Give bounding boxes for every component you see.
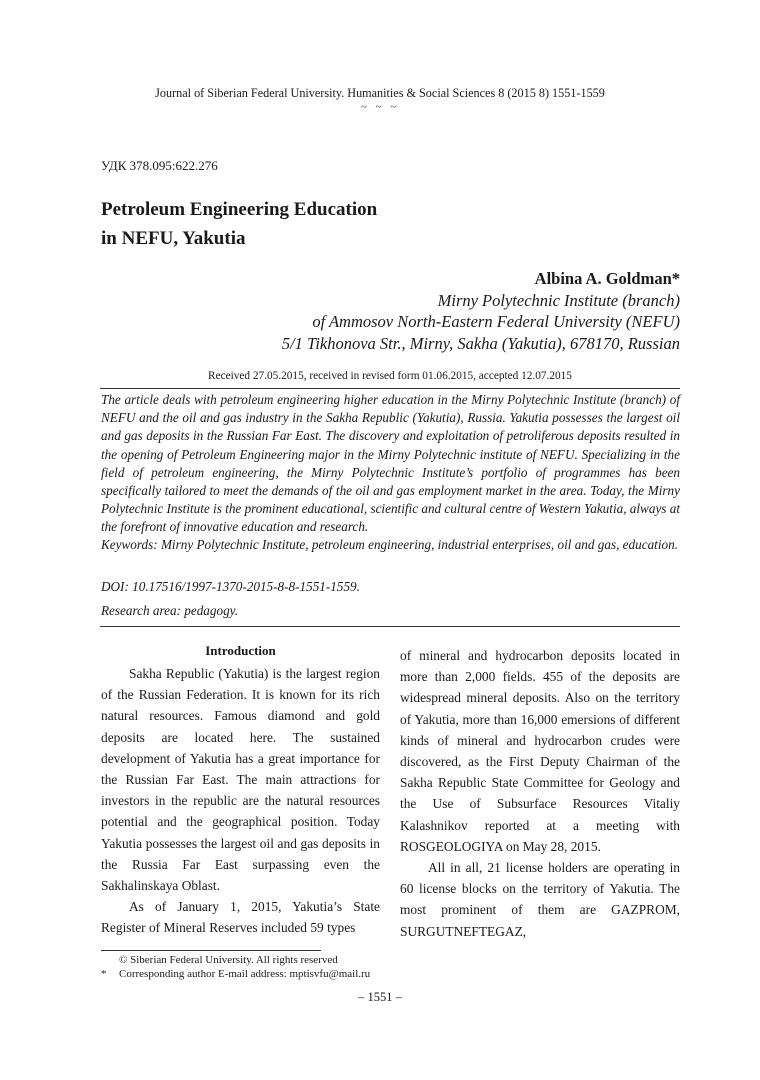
abstract: The article deals with petroleum engineering higher education in the Mirny Polytechnic Institute (branch) of NEFU and the oil and gas industry in the Sakha Republic (Yakutia), Russia. Yakutia possesses the largest oil and gas deposits in the Russian Far East. The discovery and exploitation of petroliferous deposits resulted in the opening of Petroleum Engineering major in the Mirny Polytechnic institute of NEFU. Specializing in the field of petroleum engineering, the Mirny Polytechnic Institute’s portfolio of programmes has been specifically tailored to meet the demands of the oil and gas employment market in the area. Today, the Mirny Polytechnic Institute is the prominent educational, scientific and cultural centre of Western Yakutia, always at the forefront of innovative education and research. <box>101 392 680 535</box>
footnote-corresponding <box>101 967 370 981</box>
title-line-1: Petroleum Engineering Education <box>101 199 378 220</box>
abstract-bottom-rule <box>100 626 680 627</box>
journal-header: Journal of Siberian Federal University. Humanities & Social Sciences 8 (2015 8) 1551-1559 <box>155 86 605 100</box>
keywords: Keywords: Mirny Polytechnic Institute, petroleum engineering, industrial enterprises, oil and gas, education. <box>101 537 678 552</box>
abstract-top-rule <box>100 388 680 389</box>
footnotes <box>101 953 370 981</box>
research-area: Research area: pedagogy. <box>101 603 239 618</box>
doi: DOI: 10.17516/1997-1370-2015-8-8-1551-1559. <box>101 579 360 594</box>
page-number: – 1551 – <box>358 990 402 1004</box>
udc-code: УДК 378.095:622.276 <box>101 158 218 173</box>
header-separator: ~ ~ ~ <box>360 101 400 113</box>
article-title <box>101 195 377 253</box>
body-column-right <box>400 645 680 942</box>
body-paragraph: All in all, 21 license holders are operating in 60 license blocks on the territory of Yakutia. The most prominent of them are GAZPROM, SURGUTNEFTEGAZ, <box>400 860 680 939</box>
copyright-text: © Siberian Federal University. All rights reserved <box>119 954 338 966</box>
affiliation-line: 5/1 Tikhonova Str., Mirny, Sakha (Yakutia), 678170, Russian <box>281 333 680 353</box>
corresponding-email: Corresponding author E-mail address: mptisvfu@mail.ru <box>119 968 371 980</box>
footnote-copyright <box>101 953 370 967</box>
section-heading-introduction: Introduction <box>205 643 276 658</box>
author-name: Albina A. Goldman* <box>534 269 680 288</box>
author-block <box>282 268 680 354</box>
affiliation-line: of Ammosov North-Eastern Federal University (NEFU) <box>312 312 680 331</box>
body-column-left <box>101 641 380 939</box>
affiliation-line: Mirny Polytechnic Institute (branch) <box>437 290 680 310</box>
body-paragraph: of mineral and hydrocarbon deposits located in more than 2,000 fields. 455 of the deposits are widespread mineral deposits. Also on the territory of Yakutia, more than 16,000 emersions of different kinds of mineral and hydrocarbon crudes were discovered, as the First Deputy Chairman of the Sakha Republic State Committee for Geology and the Use of Subsurface Resources Vitaliy Kalashnikov reported at a meeting with ROSGEOLOGIYA on May 28, 2015. <box>400 648 680 854</box>
body-paragraph: As of January 1, 2015, Yakutia’s State Register of Mineral Reserves included 59 types <box>101 899 380 936</box>
body-paragraph: Sakha Republic (Yakutia) is the largest region of the Russian Federation. It is known for its rich natural resources. Famous diamond and gold deposits are located here. The sustained development of Yakutia has a great importance for the Russian Far East. The main attractions for investors in the republic are the natural resources potential and the geographical position. Today Yakutia possesses the largest oil and gas deposits in the Russia Far East surpassing even the Sakhalinskaya Oblast. <box>101 666 380 894</box>
footnote-mark: * <box>101 968 107 980</box>
footnote-rule <box>101 950 321 951</box>
title-line-2: in NEFU, Yakutia <box>101 228 246 249</box>
received-dates: Received 27.05.2015, received in revised form 01.06.2015, accepted 12.07.2015 <box>208 370 572 382</box>
